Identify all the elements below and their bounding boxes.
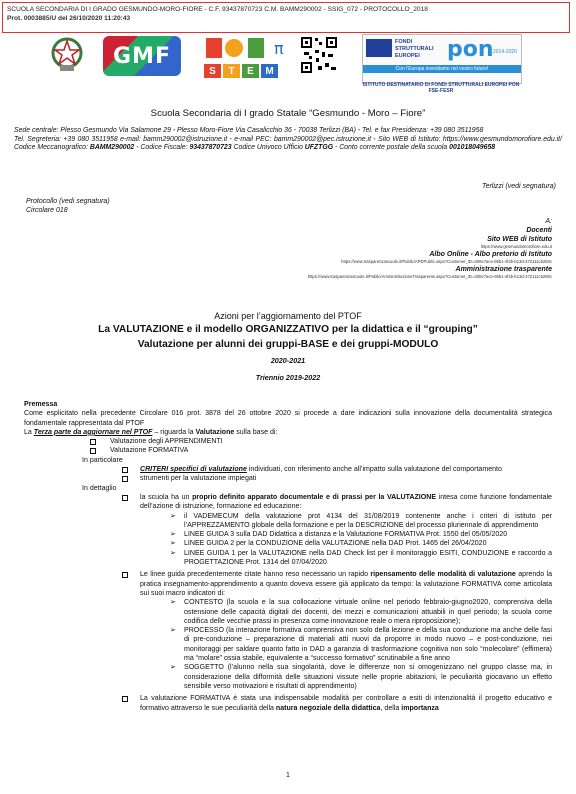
- intro-paragraph: Come esplicitato nella precedente Circolare 016 prot. 3878 del 26 ottobre 2020 si procede a dare indicazioni sulla innovazione della documentalità strategica fondamentale rappresentata dal PTOF: [24, 410, 552, 427]
- amm-url-link[interactable]: https://www.trasparenzascuole.it/Public/AmministrazioneTrasparente.aspx?Customer_ID=300e7ace-06b1-4f4b-b13d-372111c5280c: [307, 274, 552, 279]
- in-dettaglio: In dettaglio: [82, 484, 117, 492]
- codice-meccanografico: BAMM290002: [89, 144, 135, 152]
- item-text: LINEE GUIDA 1 per la VALUTAZIONE nella DAD Check list per il monitoraggio ESITI, CONDUZIONE e raccordo a PROGETTAZIONE Prot. 1314 del 07/04/2020: [184, 549, 552, 567]
- arrow-bullet-icon: ➢: [170, 599, 176, 607]
- ptof-paragraph: [24, 428, 552, 437]
- recipient-albo: Albo Online - Albo pretorio di Istituto: [429, 251, 552, 258]
- arrow-bullet-icon: ➢: [170, 540, 176, 548]
- list-item: [24, 465, 552, 474]
- list-item: [24, 570, 552, 598]
- item-text: LINEE GUIDA 2 per la CONDUZIONE della VALUTAZIONE nella DAD Prot. 1465 del 26/04/2020: [184, 540, 487, 548]
- pon-fondi-text: [395, 39, 434, 60]
- address-label: Sede centrale:: [14, 127, 61, 134]
- arrow-bullet-icon: ➢: [170, 549, 176, 557]
- item-text: strumenti per la valutazione impiegati: [140, 475, 257, 483]
- arrow-bullet-icon: ➢: [170, 664, 176, 672]
- text-riguarda: – riguarda la: [152, 428, 196, 436]
- d1-a: la scuola ha un: [140, 493, 193, 501]
- address-sep-2: Codice Univoco Ufficio: [231, 144, 305, 152]
- d2-a: Le linee guida precedentemente citate hanno reso necessario un rapido: [140, 571, 371, 579]
- school-name: Scuola Secondaria di I grado Statale “Gesmundo - Moro – Fiore”: [150, 108, 426, 119]
- d3-c: , della: [380, 704, 402, 712]
- address-line: Plesso Gesmundo Via Salamone 29 - Plesso Moro-Fiore Via Casalicchio 36 - 70038 Terlizzi (BA) - Tel. e fax Presidenza: +39 080 3511958: [60, 127, 484, 134]
- recipient-amministrazione: Amministrazione trasparente: [455, 266, 552, 273]
- list-item: [24, 530, 552, 539]
- address-sep-3: - Conto corrente postale della scuola: [333, 144, 450, 152]
- title-year: 2020-2021: [270, 356, 306, 365]
- recipient-docenti: Docenti: [526, 227, 552, 234]
- conto-corrente: 001018049658: [449, 144, 496, 152]
- item-text: PROCESSO (la interazione formativa comprensiva non solo della lezione e della sua conduzione ma anche delle fasi di pre-conduzione – preparazione di materiali atti nuovi da proporre in modo nuovo – e post-conduzione, nei monitoraggi per saldare quanto fatto in DAD a garanzia di trasformazione cognitiva non solo “molecolare” (effimera) ma “molare” ossia stabile, equivalente a “successo formativo” scrutinabile a fine anno: [184, 627, 552, 663]
- circular-number: Circolare 018: [26, 207, 68, 214]
- in-particolare: In particolare: [82, 456, 123, 464]
- d2-b: ripensamento delle modalità di valutazione: [370, 571, 516, 579]
- list-item: [24, 474, 552, 483]
- list-item: [24, 539, 552, 548]
- document-body: [24, 400, 552, 713]
- d3-a: La valutazione FORMATIVA è stata una indispensabile modalità per controllare a esiti di intenzionalità il progetto educativo e formativo attraverso le sue peculiarità della: [140, 695, 552, 712]
- gmf-logo: GMF: [103, 36, 181, 76]
- title-line-3: Valutazione per alunni dei gruppi-BASE e dei gruppi-MODULO: [137, 339, 439, 350]
- school-address: [14, 127, 562, 153]
- pon-fondi-line-2: STRUTTURALI: [395, 46, 434, 52]
- item-text: Valutazione degli APPRENDIMENTI: [110, 438, 223, 446]
- item-text: CONTESTO (la scuola e la sua collocazione virtuale online nel periodo febbraio-giugno2020, comprensiva della ostensione delle capacità digitali dei docenti, dei mezzi e comunicazioni attuabili in quel periodo; la scuola come codifica delle vecchie prassi in presenza come innovazione reale o mera riproposizione);: [184, 599, 552, 625]
- recipients: [132, 217, 552, 280]
- item-text: LINEE GUIDA 3 sulla DAD Didattica a distanza e la Valutazione FORMATIVA Prot. 1550 del 05/05/2020: [184, 531, 508, 539]
- stem-letter-e: E: [242, 64, 259, 78]
- premessa-heading: Premessa: [24, 401, 58, 408]
- item-text: Valutazione FORMATIVA: [110, 447, 189, 455]
- d3-d: importanza: [401, 704, 439, 712]
- checkbox-bullet-icon: [122, 696, 128, 702]
- list-item: [24, 598, 552, 626]
- protocol-block: [26, 197, 110, 215]
- text-valutazione: Valutazione: [195, 428, 235, 436]
- terza-parte: Terza parte da aggiornare nel PTOF: [33, 428, 153, 436]
- pon-years: 2014-2020: [493, 49, 517, 55]
- list-item: [24, 493, 552, 512]
- address-sep-1: - Codice Fiscale:: [134, 144, 190, 152]
- pon-logo: [362, 34, 520, 96]
- stamp-line-2: Prot. 0003885/U del 26/10/2020 11:20:43: [7, 15, 131, 22]
- address-contacts: Tel. Segreteria: +39 080 3511958 e-mail: bamm290002@istruzione.it - e-mail PEC: bamm290002@pec.istruzione.it - Sito WEB di Istituto: https://www.gesmundomorofiore.edu.it/ Codice Meccanografico:: [14, 135, 562, 152]
- stem-logo: [204, 34, 284, 78]
- pon-banner: [362, 34, 522, 84]
- checkbox-bullet-icon: [122, 476, 128, 482]
- protocol-stamp: [2, 2, 570, 33]
- stem-lab-icon: [204, 34, 284, 62]
- recipients-label: A:: [545, 218, 552, 225]
- d2-c: aprendo la pratica insegnamento-apprendimento a quanto doveva essere già applicato da tempo: la valutazione FORMATIVA come articolata sui suoi macro indicatori di:: [140, 571, 552, 597]
- pon-wordmark: pon: [447, 37, 494, 62]
- codice-univoco: UFZTGG: [304, 144, 334, 152]
- arrow-bullet-icon: ➢: [170, 531, 176, 539]
- checkbox-bullet-icon: [90, 439, 96, 445]
- codice-fiscale: 93437870723: [189, 144, 232, 152]
- albo-url-link[interactable]: https://www.trasparenzascuole.it/Public/APDPublic.aspx?Customer_ID=300e7ace-06b1-4f4b-b13d-372111c5280c: [341, 259, 552, 264]
- criteri-text: CRITERI specifici di valutazione: [140, 466, 247, 474]
- list-item: [24, 512, 552, 531]
- pon-fondi-line-3: EUROPEI: [395, 53, 420, 59]
- checkbox-bullet-icon: [90, 448, 96, 454]
- page-number: 1: [286, 772, 290, 779]
- protocol-line: Protocollo (vedi segnatura): [26, 198, 110, 205]
- document-title: [0, 311, 576, 382]
- list-item: [24, 446, 552, 455]
- text-sullabase: sulla base di:: [234, 428, 278, 436]
- eu-flag-icon: [366, 39, 392, 57]
- list-item: [24, 663, 552, 691]
- stem-letter-t: T: [223, 64, 240, 78]
- item-text: SOGGETTO (l’alunno nella sua singolarità, dove le differenze non si omogenizzano nel gruppo classe ma, in considerazione della difformità delle situazioni vissute nelle proprie abitazioni, le peculiarità giocavano un effetto sensibile verso motivazioni e risultati di apprendimento): [184, 664, 552, 690]
- place-date: Terlizzi (vedi segnatura): [481, 183, 556, 190]
- item-text: il VADEMECUM della valutazione prot 4134 del 31/08/2019 contenente anche i criteri di istituto per l’APPREZZAMENTO globale della formazione e per la DESCRIZIONE del processo pluriennale di apprendimento: [184, 512, 552, 529]
- title-triennio: Triennio 2019-2022: [255, 373, 321, 382]
- arrow-bullet-icon: ➢: [170, 627, 176, 635]
- list-item: [24, 437, 552, 446]
- d1-b: proprio definito apparato documentale e di prassi per la VALUTAZIONE: [192, 493, 437, 501]
- stamp-line-1: SCUOLA SECONDARIA DI I GRADO GESMUNDO-MORO-FIORE - C.F. 93437870723 C.M. BAMM290002 - SSIG_072 - PROTOCOLLO_2018: [7, 6, 428, 13]
- stem-letters: [204, 64, 278, 78]
- list-item: [24, 694, 552, 713]
- sito-url-link[interactable]: https://www.gesmundomorofiore.edu.it: [480, 244, 552, 249]
- title-line-2: La VALUTAZIONE e il modello ORGANIZZATIVO per la didattica e il “grouping”: [98, 324, 478, 335]
- criteri-rest: individuati, con riferimento anche all’impatto sulla valutazione del comportamento: [246, 466, 502, 474]
- italian-republic-emblem-icon: [50, 36, 84, 74]
- stem-letter-s: S: [204, 64, 221, 78]
- pon-fondi-line-1: FONDI: [395, 39, 413, 45]
- d1-c: intesa come funzione fondamentale dell’azione di istruzione, formazione ed educazione:: [140, 493, 552, 511]
- svg-text:π: π: [274, 39, 284, 58]
- recipient-sito: Sito WEB di Istituto: [487, 236, 552, 243]
- checkbox-bullet-icon: [122, 495, 128, 501]
- text-la: La: [24, 428, 34, 436]
- logo-header: [0, 34, 576, 94]
- checkbox-bullet-icon: [122, 572, 128, 578]
- list-item: [24, 549, 552, 568]
- d3-b: natura negoziale della didattica: [275, 704, 381, 712]
- stem-letter-m: M: [261, 64, 278, 78]
- pon-destinatario: ISTITUTO DESTINATARIO DI FONDI STRUTTURALI EUROPEI PON FSE-FESR: [362, 82, 520, 94]
- pon-slogan: Con l'Europa investiamo nel vostro futuro!: [363, 65, 521, 73]
- title-line-1: Azioni per l’aggiornamento del PTOF: [214, 311, 362, 321]
- qr-code-icon: [300, 36, 338, 74]
- arrow-bullet-icon: ➢: [170, 512, 176, 520]
- list-item: [24, 626, 552, 663]
- checkbox-bullet-icon: [122, 467, 128, 473]
